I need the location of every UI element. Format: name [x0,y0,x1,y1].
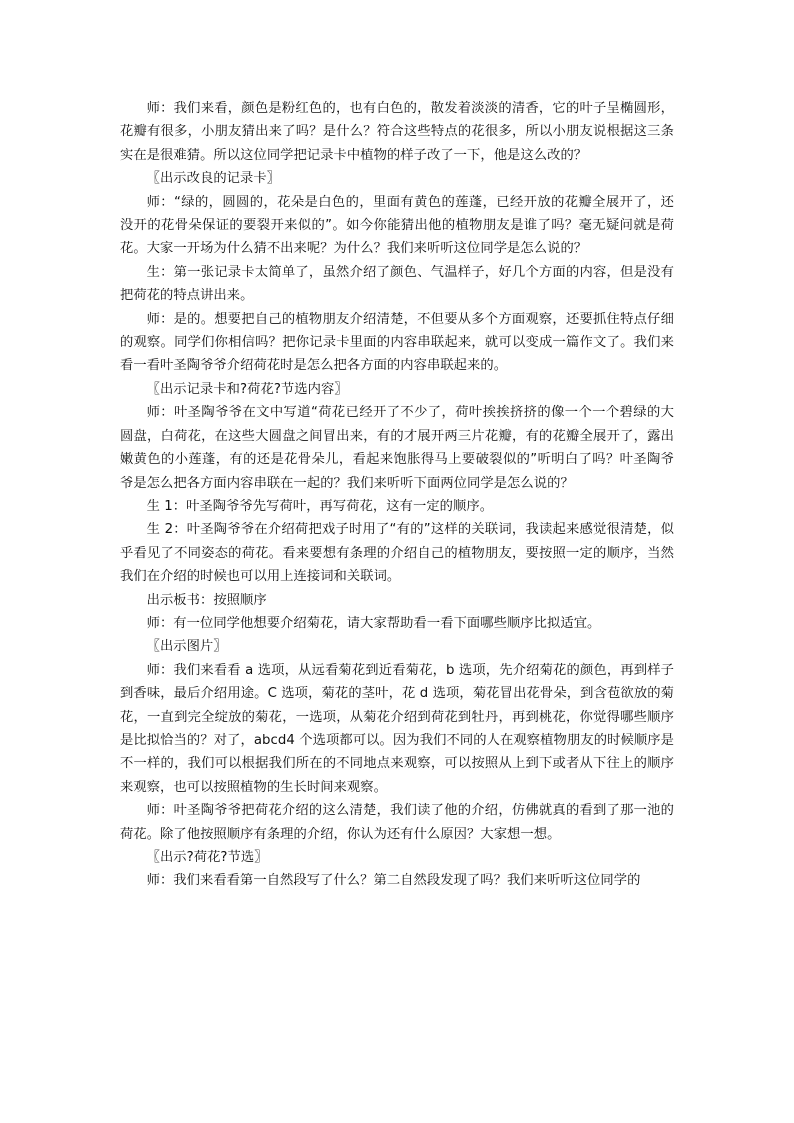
paragraph-board-writing: 出示板书：按照顺序 [146,592,267,608]
paragraph-show-improved-card: 〖出示改良的记录卡〗 [146,171,281,187]
paragraph-show-excerpt: 〖出示?荷花?节选〗 [146,850,268,865]
paragraph-teacher-describe-flower: 师：我们来看，颜色是粉红色的，也有白色的，散发着淡淡的清香，它的叶子呈椭圆形，花瓣有很多，小朋友猜出来了吗？是什么？符合这些特点的花很多，所以小朋友说根据这三条实在是很难猜。所以这位同学把记录卡中植物的样子改了一下，他是这么改的？ [120,101,674,163]
paragraph-teacher-reasons: 师：叶圣陶爷爷把荷花介绍的这么清楚，我们读了他的介绍，仿佛就真的看到了那一池的荷花。除了他按照顺序有条理的介绍，你认为还有什么原因？大家想一想。 [120,803,674,842]
paragraph-student-2: 生 2：叶圣陶爷爷在介绍荷把戏子时用了“有的”这样的关联词，我读起来感觉很清楚，似乎看见了不同姿态的荷花。看来要想有条理的介绍自己的植物朋友，要按照一定的顺序，当然我们在介绍的时候也可以用上连接词和关联词。 [120,522,674,585]
paragraph-teacher-chrysanthemum: 师：有一位同学他想要介绍菊花，请大家帮助看一看下面哪些顺序比拟适宜。 [146,615,601,631]
paragraph-teacher-quote: 师：叶圣陶爷爷在文中写道“荷花已经开了不少了，荷叶挨挨挤挤的像一个一个碧绿的大圆盘，白荷花，在这些大圆盘之间冒出来，有的才展开两三片花瓣，有的花瓣全展开了，露出嫩黄色的小莲蓬，有的还是花骨朵儿，看起来饱胀得马上要破裂似的”听明白了吗？叶圣陶爷爷是怎么把各方面内容串联在一起的？我们来听听下面两位同学是怎么说的？ [120,405,674,491]
paragraph-student-first-card: 生：第一张记录卡太简单了，虽然介绍了颜色、气温样子，好几个方面的内容，但是没有把荷花的特点讲出来。 [120,264,674,304]
paragraph-student-1: 生 1：叶圣陶爷爷先写荷叶，再写荷花，这有一定的顺序。 [146,498,494,514]
document-body [120,97,674,893]
paragraph-teacher-options: 师：我们来看看 a 选项，从远看菊花到近看菊花，b 选项，先介绍菊花的颜色，再到样子到香味，最后介绍用途。C 选项，菊花的茎叶，花 d 选项，菊花冒出花骨朵，到含苞欲放的菊花，一直到完全绽放的菊花，一选项，从菊花介绍到荷花到牡丹，再到桃花，你觉得哪些顺序是比拟恰当的？对了，abcd4 个选项都可以。因为我们不同的人在观察植物朋友的时候顺序是不一样的，我们可以根据我们所在的不同地点来观察，可以按照从上到下或者从下往上的顺序来观察，也可以按照植物的生长时间来观察。 [120,662,674,795]
paragraph-teacher-lotus-guess: 师：“绿的，圆圆的，花朵是白色的，里面有黄色的莲蓬，已经开放的花瓣全展开了，还没开的花骨朵保证的要裂开来似的”。如今你能猜出他的植物朋友是谁了吗？毫无疑问就是荷花。大家一开场为什么猜不出来呢？为什么？我们来听听这位同学是怎么说的？ [120,194,674,257]
paragraph-show-card-and-excerpt: 〖出示记录卡和?荷花?节选内容〗 [146,381,348,397]
paragraph-teacher-observe: 师：是的。想要把自己的植物朋友介绍清楚，不但要从多个方面观察，还要抓住特点仔细的观察。同学们你相信吗？把你记录卡里面的内容串联起来，就可以变成一篇作文了。我们来看一看叶圣陶爷爷介绍荷花时是怎么把各方面的内容串联起来的。 [120,311,674,374]
paragraph-teacher-paragraphs: 师：我们来看看第一自然段写了什么？第二自然段发现了吗？我们来听听这位同学的 [146,873,641,889]
paragraph-show-pictures: 〖出示图片〗 [146,639,227,655]
